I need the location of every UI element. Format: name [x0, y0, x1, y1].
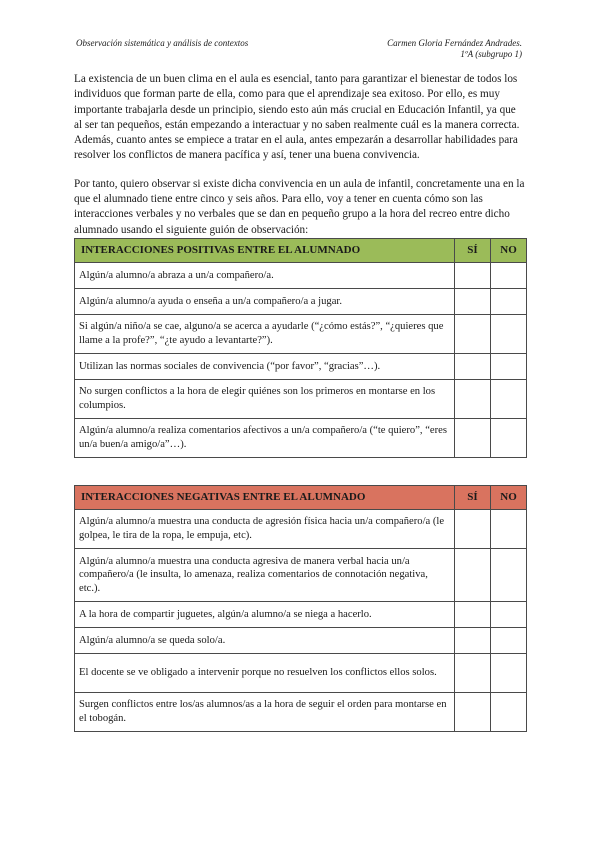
positive-interactions-table [74, 238, 527, 458]
item-text: Algún/a alumno/a abraza a un/a compañero/a. [75, 262, 455, 288]
no-cell[interactable] [491, 653, 527, 692]
no-cell[interactable] [491, 379, 527, 418]
no-column-header: NO [491, 485, 527, 509]
yes-cell[interactable] [455, 692, 491, 731]
item-text: Surgen conflictos entre los/as alumnos/as a la hora de seguir el orden para montarse en el tobogán. [75, 692, 455, 731]
item-text: Algún/a alumno/a realiza comentarios afectivos a un/a compañero/a (“te quiero”, “eres un/a buen/a amigo/a”…). [75, 418, 455, 457]
yes-cell[interactable] [455, 314, 491, 353]
header-course-title: Observación sistemática y análisis de contextos [76, 38, 249, 48]
table-row [75, 353, 527, 379]
yes-cell[interactable] [455, 548, 491, 601]
table-row [75, 653, 527, 692]
no-cell[interactable] [491, 353, 527, 379]
table-row [75, 509, 527, 548]
no-cell[interactable] [491, 692, 527, 731]
yes-cell[interactable] [455, 379, 491, 418]
header-group: 1ºA (subgrupo 1) [460, 49, 522, 59]
item-text: Algún/a alumno/a ayuda o enseña a un/a compañero/a a jugar. [75, 288, 455, 314]
method-paragraph: Por tanto, quiero observar si existe dicha convivencia en un aula de infantil, concretamente una en la que el alumnado tiene entre cinco y seis años. Para ello, voy a tener en cuenta cómo son las interacciones verbales y no verbales que se dan en pequeño grupo a la hora del recreo entre dicho alumnado usando el siguiente guión de observación: [74, 177, 525, 236]
document-body [74, 72, 526, 732]
table-header-row [75, 485, 527, 509]
item-text: Algún/a alumno/a muestra una conducta agresiva de manera verbal hacia un/a compañero/a (le insulta, lo amenaza, realiza comentarios de connotación negativa, etc.). [75, 548, 455, 601]
header-author-name: Carmen Gloria Fernández Andrades. [387, 38, 522, 48]
yes-cell[interactable] [455, 653, 491, 692]
table-row [75, 627, 527, 653]
no-cell[interactable] [491, 262, 527, 288]
yes-cell[interactable] [455, 601, 491, 627]
item-text: El docente se ve obligado a intervenir porque no resuelven los conflictos ellos solos. [75, 653, 455, 692]
no-cell[interactable] [491, 548, 527, 601]
yes-cell[interactable] [455, 509, 491, 548]
negative-interactions-table [74, 485, 527, 732]
positive-table-title: INTERACCIONES POSITIVAS ENTRE EL ALUMNADO [75, 238, 455, 262]
no-cell[interactable] [491, 418, 527, 457]
yes-cell[interactable] [455, 353, 491, 379]
table-row [75, 418, 527, 457]
item-text: A la hora de compartir juguetes, algún/a alumno/a se niega a hacerlo. [75, 601, 455, 627]
yes-column-header: SÍ [455, 238, 491, 262]
yes-cell[interactable] [455, 262, 491, 288]
negative-table-title: INTERACCIONES NEGATIVAS ENTRE EL ALUMNADO [75, 485, 455, 509]
table-row [75, 262, 527, 288]
table-header-row [75, 238, 527, 262]
yes-cell[interactable] [455, 627, 491, 653]
no-cell[interactable] [491, 627, 527, 653]
item-text: Algún/a alumno/a muestra una conducta de agresión física hacia un/a compañero/a (le golpea, le tira de la ropa, le empuja, etc). [75, 509, 455, 548]
table-row [75, 692, 527, 731]
table-row [75, 601, 527, 627]
item-text: No surgen conflictos a la hora de elegir quiénes son los primeros en montarse en los columpios. [75, 379, 455, 418]
yes-column-header: SÍ [455, 485, 491, 509]
yes-cell[interactable] [455, 288, 491, 314]
intro-paragraph: La existencia de un buen clima en el aula es esencial, tanto para garantizar el bienestar de todos los individuos que forman parte de ella, como para que el aprendizaje sea exitoso. Por ello, es muy importante trabajarla desde un principio, siendo esto aún más crucial en Educación Infantil, ya que al ser tan pequeños, están empezando a interactuar y no saben realmente cuál es la manera correcta. Además, cuanto antes se empiece a tratar en el aula, antes empezarán a desarrollar habilidades para resolver los conflictos de manera pacífica y así, tener una buena convivencia. [74, 73, 520, 162]
table-row [75, 314, 527, 353]
no-cell[interactable] [491, 314, 527, 353]
table-row [75, 548, 527, 601]
item-text: Si algún/a niño/a se cae, alguno/a se acerca a ayudarle (“¿cómo estás?”, “¿quieres que llame a la profe?”, “¿te ayudo a levantarte?”). [75, 314, 455, 353]
header-author [387, 38, 522, 60]
no-cell[interactable] [491, 288, 527, 314]
table-row [75, 379, 527, 418]
item-text: Utilizan las normas sociales de convivencia (“por favor”, “gracias”…). [75, 353, 455, 379]
no-column-header: NO [491, 238, 527, 262]
no-cell[interactable] [491, 509, 527, 548]
yes-cell[interactable] [455, 418, 491, 457]
no-cell[interactable] [491, 601, 527, 627]
item-text: Algún/a alumno/a se queda solo/a. [75, 627, 455, 653]
table-row [75, 288, 527, 314]
